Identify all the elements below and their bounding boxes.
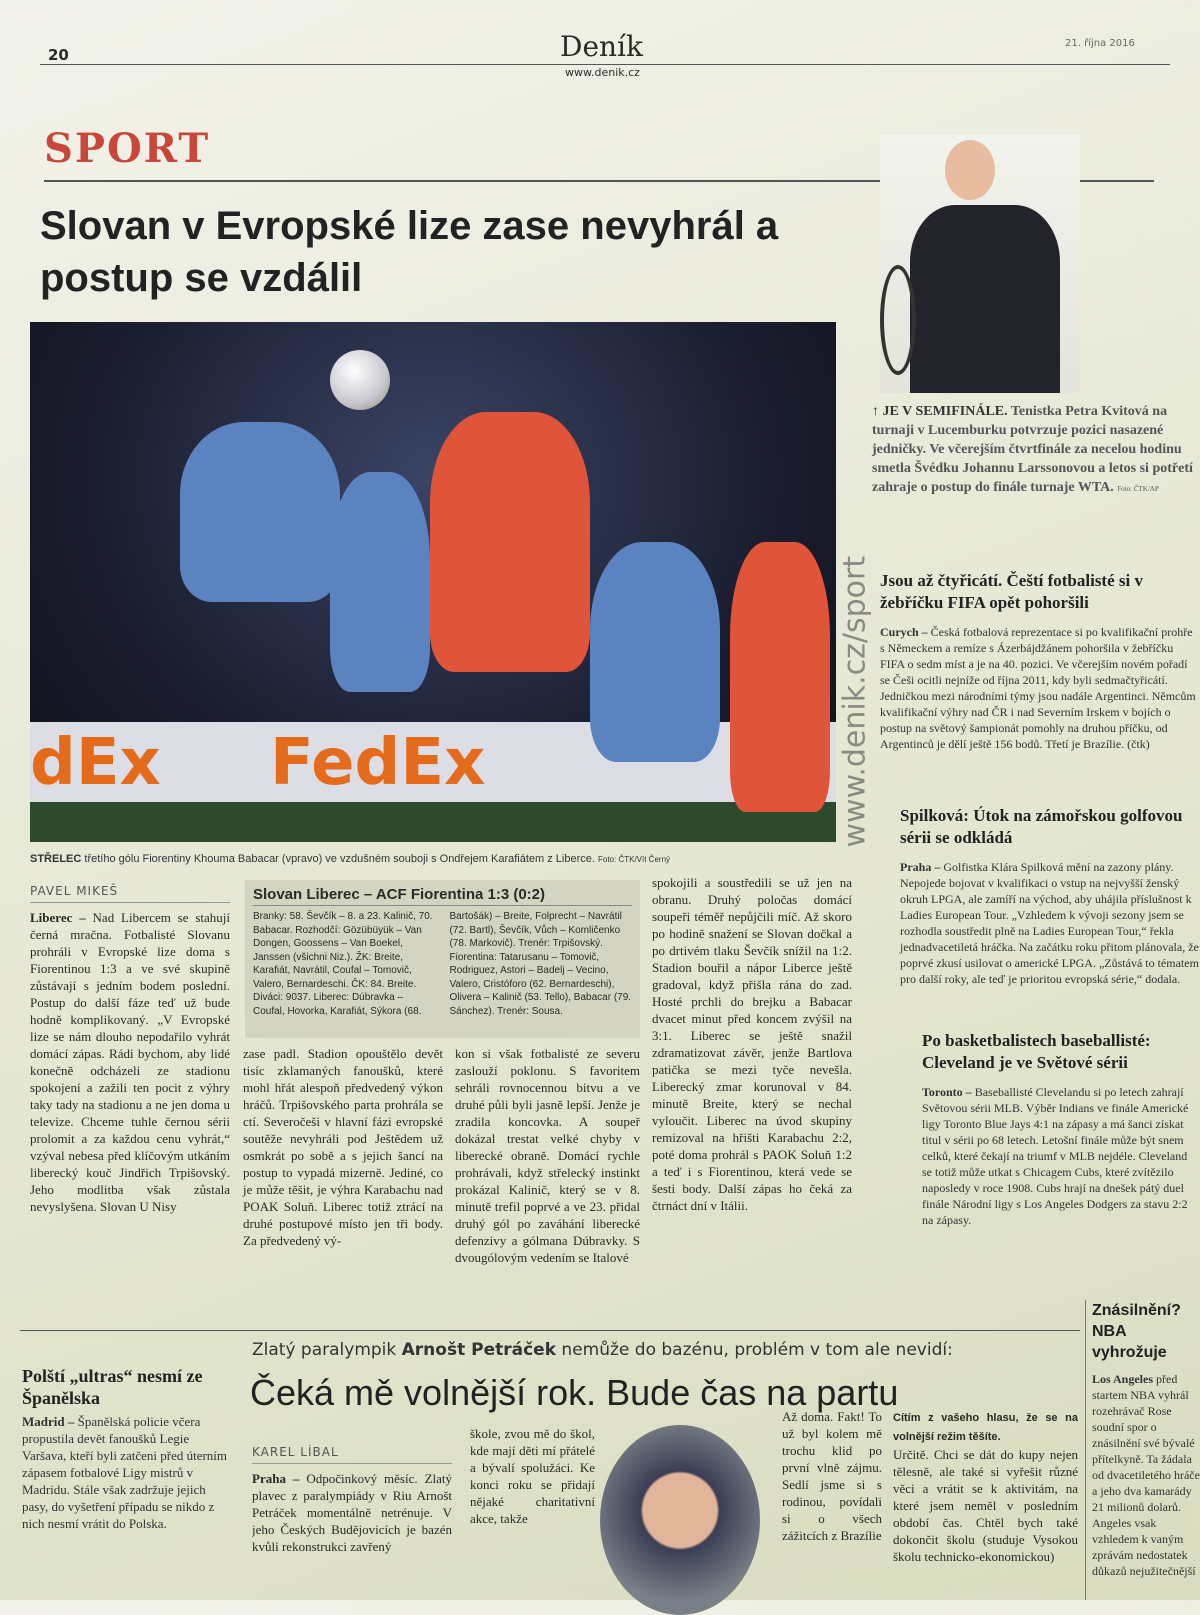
caption-text: Tenistka Petra Kvitová na turnaji v Lucemburku potvrzuje pozici nasazené jedničky. Ve včerejším čtvrtfinále za necelou hodinu smetla Švédku Johannu Larssonovou a letos si potřetí zahraje o postup do finále turnaje WTA. <box>872 404 1193 495</box>
caption-lead: ↑ JE V SEMIFINÁLE. <box>872 404 1008 419</box>
column-divider <box>1085 1300 1086 1600</box>
body-text: Česká fotbalová reprezentace si po kvalifikační prohře s Německem a remíze s Ázerbájdžánem pohoršila v žebříčku FIFA o sedm míst a je na 40. pozici. Ve včerejším novém pořadí se Češi ocitli nejníže od října 2011, kdy byli sedmačtyřicátí. Jedničkou mezi národními týmy jsou nadále Argentinci. Němcům kvalifikační výhry nad ČR i nad Severním Irskem v bojích o postup na světový šampionát pomohly na druhou příčku, od Argentinců je dělí ještě 156 bodů. Třetí je Brazílie. (čtk) <box>880 625 1196 751</box>
kicker-text: Zlatý paralympik <box>252 1340 402 1360</box>
author: PAVEL MIKEŠ <box>30 884 119 898</box>
article-column-4: spokojili a soustředili se už jen na obranu. Druhý poločas domácí soupeři téměř nepůjčili míč. Až skoro po hodině snažení se Slovan dočkal a po drtivém tlaku Ševčík snížil na 1:2. Stadion bouřil a nápor Liberce ještě gradoval, když přišla rána do zad. Hosté prchli do brejku a Babacar dvacet minut před koncem zvýšil na 3:1. Liberec se ještě snažil zdramatizovat závěr, jenže Bartlova patička se mezi tyče nevešla. Liberecký zmar korunoval v 84. minutě Breite, který se nechal vyloučit. Liberec na úvod skupiny remizoval na hřišti Karabachu 2:2, poté doma prohrál s PAOK Soluň 1:2 a teď i s Fiorentinou, která vede se šesti body. Další zápas ho čeká za čtrnáct dní v Itálii. <box>652 875 852 1213</box>
petracek-portrait <box>600 1425 760 1615</box>
page-number: 20 <box>48 46 69 64</box>
newspaper-logo: Deník <box>560 30 643 63</box>
caption-credit: Foto: ČTK/AP <box>1117 485 1159 493</box>
bottom-right-headline: Znásilnění? NBA vyhrožuje <box>1092 1302 1181 1361</box>
bottom-left-headline: Polští „ultras“ nesmí ze Španělska <box>22 1366 203 1408</box>
body-text: Baseballisté Clevelandu si po letech zahrají Světovou sérii MLB. Výběr Indians ve finále Americké ligy Toronto Blue Jays 4:1 na zápasy a má šanci získat titul v sérii po 68 letech. Letošní finále může být snem celků, které čekají na triumf v MLB nejdéle. Cleveland se totiž může utkat s Chicagem Cubs, které zvítězilo naposledy v roce 1908. Cubs hrají na dnešek pátý duel finále Národní ligy s Los Angeles Dodgers za stavu 2:2 na zápasy. <box>922 1085 1189 1227</box>
caption-lead: STŘELEC <box>30 853 82 865</box>
interview-column-3: Až doma. Fakt! To už byl kolem mě trochu klid po první vlně zájmu. Sedlí jsme si s rodinou, povídali si o všech zážitcích z Brazílie <box>782 1409 882 1543</box>
main-headline: Slovan v Evropské lize zase nevyhrál a postup se vzdálil <box>40 204 779 300</box>
banner-text: FedEx <box>270 726 486 800</box>
score-title: Slovan Liberec – ACF Fiorentina 1:3 (0:2) <box>253 886 632 906</box>
interview-column-4 <box>893 1408 1078 1600</box>
bottom-rule <box>20 1330 1080 1331</box>
kicker-text: nemůže do bazénu, problém v tom ale nevidí: <box>556 1340 953 1360</box>
body-text: Určitě. Chci se dát do kupy nejen tělesně, ale také si vyřešit různé věci a vrátit se k aktivitám, na které jsem neměl v posledním období čas. Chtěl bych také dokončit školu (studuje Vysokou školu technicko-ekonomickou) <box>893 1447 1078 1564</box>
caption-text: třetího gólu Fiorentiny Khouma Babacar (vpravo) ve vzdušném souboji s Ondřejem Karafiátem z Liberce. <box>81 853 595 865</box>
interview-headline: Čeká mě volnější rok. Bude čas na partu <box>250 1372 899 1413</box>
tennis-photo <box>880 135 1080 393</box>
bottom-left-article <box>22 1365 232 1600</box>
player-blue <box>330 472 430 692</box>
interview-question: Cítím z vašeho hlasu, že se na volnější režim těšíte. <box>893 1412 1078 1443</box>
body-text: Odpočinkový měsíc. Zlatý plavec z paralympiády v Riu Arnošt Petráček momentálně netrénuje. V jeho Českých Budějovicích je bazén kvůli rekonstrukci zavřený <box>252 1471 452 1554</box>
side-article-baseball <box>922 1030 1200 1228</box>
body-text: Nad Libercem se stahují černá mračna. Fotbalisté Slovanu prohráli v Evropské lize doma s Fiorentinou 1:3 a ve své skupině zůstávají s jedním bodem poslední. Postup do další fáze teď už bude hodně komplikovaný. „V Evropské lize se nám dlouho nepodařilo vyhrát domácí zápas. Rádi bychom, aby lidé konečně odcházeli ze stadionu spokojení a zažili ten pocit z výhry taky tady na stadionu a ne jen doma u televize. Chceme tuhle černou sérii prolomit a za každou cenu vyhrát,“ vzýval nebesa před klíčovým utkáním liberecký kouč Jindřich Trpišovský. Jeho modlitba však zůstala nevyslyšena. Slovan U Nisy <box>30 910 231 1214</box>
side-headline: Po basketbalistech baseballisté: Cleveland je ve Světové sérii <box>922 1031 1151 1072</box>
header-url: www.denik.cz <box>565 66 640 79</box>
side-headline: Spilková: Útok na zámořskou golfovou sérii se odkládá <box>900 806 1183 847</box>
score-details: Branky: 58. Ševčík – 8. a 23. Kalinič, 70. Babacar. Rozhodčí: Gözübüyük – Van Dongen, Goossens – Van Boekel, Janssen (všichni Niz.). ŽK: Breite, Karafiát, Navrátil, Coufal – Tomovič, Valero, Bernardeschi. ČK: 84. Breite. Diváci: 9037. Liberec: Dúbravka – Coufal, Hovorka, Karafiát, Sýkora (68. Bartošák) – Breite, Folprecht – Navrátil (72. Bartl), Ševčík, Vůch – Komličenko (78. Markovič). Trenér: Trpišovský. Fiorentina: Tatarusanu – Tomovič, Rodriguez, Astori – Badelj – Vecino, Valero, Cristóforo (62. Bernardeschi), Olivera – Kalinič (53. Tello), Babacar (79. Sánchez). Trenér: Sousa. <box>253 911 632 1017</box>
side-article-golf <box>900 805 1200 987</box>
header-date: 21. října 2016 <box>1065 38 1135 49</box>
caption-credit: Foto: ČTK/Vít Černý <box>598 855 671 864</box>
football <box>330 350 390 410</box>
article-column-2: zase padl. Stadion opouštělo devět tisíc zklamaných fanoušků, které mohl hřát alespoň předvedený výkon hráčů. Trpišovského parta prohrála se ctí. Severočeši v hlavní fázi evropské soutěže nevyhráli pod Ještědem už osmkrát po sobě a s jejich šancí na postup to vypadá mizerně. Jediné, co je může těšit, je výhra Karabachu nad POAK Soluň. Liberec totiž ztrácí na druhé postupové místo jen tři body. Za předvedený vý- <box>243 1046 443 1248</box>
bottom-right-article <box>1092 1300 1200 1600</box>
kicker-name: Arnošt Petráček <box>401 1340 557 1360</box>
body-text: před startem NBA vyhrál rozehrávač Rose soudní spor o znásilnění své bývalé přítelkyně. Ta žádala od dvacetiletého hráče a jeho dva kamarády 21 milionů dolarů. Angeles vsak vzhledem k vaným zprávám nedostatek důkazů nejužitečnější <box>1092 1372 1200 1578</box>
vertical-url: www.denik.cz/sport <box>837 555 873 848</box>
dateline: Praha – <box>252 1471 300 1486</box>
dateline: Liberec – <box>30 910 86 925</box>
player-blue <box>180 422 340 602</box>
match-score-box <box>245 880 640 1038</box>
interview-column-1 <box>252 1445 452 1600</box>
interview-kicker <box>252 1340 953 1360</box>
player-blue <box>590 542 720 762</box>
photo-caption <box>30 853 840 865</box>
interview-column-2: škole, zvou mě do škol, kde mají děti mí přátelé a bývalí spolužáci. Ke konci roku se přidají nějaké charitativní akce, takže <box>470 1426 595 1526</box>
banner-text: dEx <box>30 726 161 800</box>
tennis-caption <box>872 402 1197 499</box>
dateline: Madrid – <box>22 1414 75 1429</box>
author: KAREL LÍBAL <box>252 1445 339 1459</box>
pitch <box>30 802 836 842</box>
article-column-3: kon si však fotbalisté ze severu zaslouží poklonu. S favoritem sehráli rovnocennou bitvu a ve druhé půli byli jasně lepší. Jenže je zradila koncovka. A soupeř dokázal trestat velké chyby v liberecké obraně. Domácí rychle prohrávali, když střelecký instinkt prokázal Kalinič, který se v 8. minutě trefil poprvé a ve 23. přidal druhý gól po zaváhání liberecké defenzivy a gólmana Dúbravky. S dvougólovým vedením se Italové <box>455 1046 640 1265</box>
dateline: Curych – <box>880 625 928 639</box>
player-red <box>730 542 830 812</box>
side-article-fifa <box>880 570 1200 752</box>
section-title: SPORT <box>44 125 211 172</box>
dateline: Los Angeles <box>1092 1372 1154 1386</box>
header-rule <box>40 64 1170 65</box>
article-column-1 <box>30 884 230 1215</box>
dateline: Toronto – <box>922 1085 972 1099</box>
body-text: Golfistka Klára Spilková mění na zazony plány. Nepojede bojovat v kvalifikaci o vstup na nejvyšší ženský okruh LPGA, ale zamíří na východ, aby uhájila příslušnost k Ladies European Tour. „Vzhledem k vývoji sezony jsem se rozhodla soustředit plně na Ladies European Tour,“ řekla jednadvacetiletá hráčka. Na začátku roku přitom plánovala, že poprvé zkusí usilovat o americké LPGA. „Zůstává to tématem pro další roky, ale teď je prioritou evropská série,“ dodala. <box>900 860 1199 986</box>
dateline: Praha – <box>900 860 941 874</box>
body-text: Španělská policie včera propustila devět fanoušků Legie Varšava, kteří byli zatčeni před úterním zápasem fotbalové Ligy mistrů v Madridu. Stále však zadržuje jejich pasy, do vyšetření případu se nikdo z nich nesmí vrátit do Polska. <box>22 1414 228 1531</box>
player-red <box>430 412 590 672</box>
match-photo <box>30 322 836 842</box>
side-headline: Jsou až čtyřicátí. Čeští fotbalisté si v žebříčku FIFA opět pohoršili <box>880 571 1143 612</box>
